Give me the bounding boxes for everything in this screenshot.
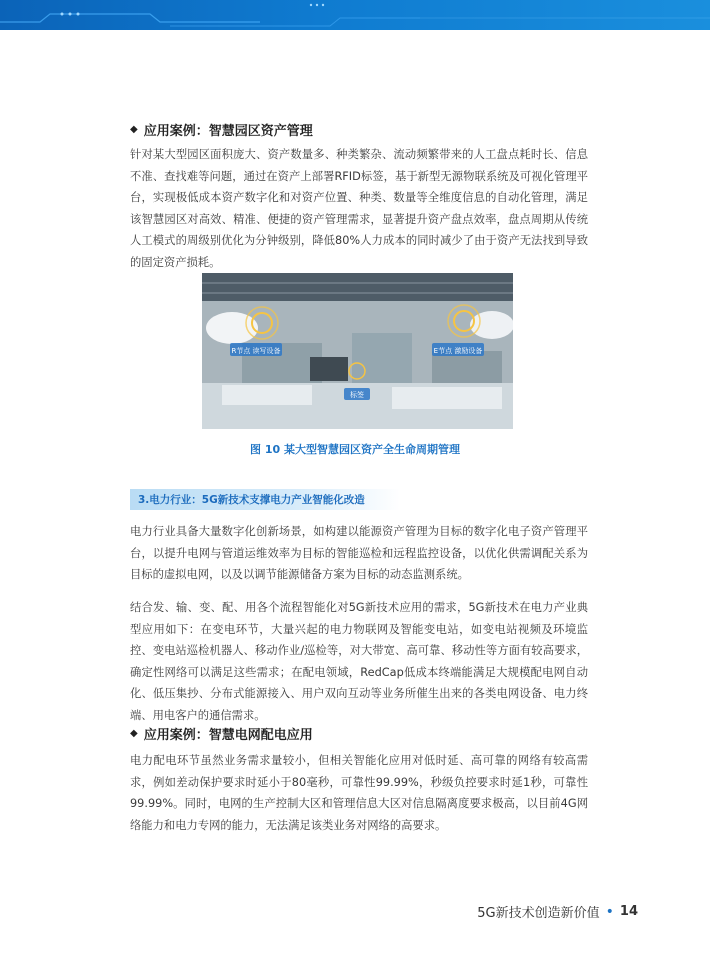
power-applications-paragraph: 结合发、输、变、配、用各个流程智能化对5G新技术应用的需求，5G新技术在电力产业典型应用如下：在变电环节，大量兴起的电力物联网及智能变电站，如变电站视频及环境监控、变电站巡检机器人、移动作业/巡检等，对大带宽、高可靠、移动性等方面有较高要求，确定性网络可以满足这些需求；在配电领域，RedCap低成本终端能满足大规模配电网自动化、低压集抄、分布式能源接入、用户双向互动等业务所催生出来的各类电网设备、电力终端、用电客户的通信需求。	[130, 601, 588, 722]
smart-grid-paragraph: 电力配电环节虽然业务需求量较小，但相关智能化应用对低时延、高可靠的网络有较高需求，例如差动保护要求时延小于80毫秒，可靠性99.99%，秒级负控要求时延1秒，可靠性99.99%。同时，电网的生产控制大区和管理信息大区对信息隔离度要求极高，以目前4G网络能力和电力专网的能力，无法满足该类业务对网络的高要求。	[130, 754, 588, 832]
exciter-node-tag: E节点 激励设备	[433, 347, 483, 355]
figure-caption: 图 10 某大型智慧园区资产全生命周期管理	[250, 443, 460, 456]
page-footer	[477, 902, 638, 921]
diamond-bullet-icon: ◆	[130, 728, 138, 739]
office-illustration	[202, 273, 513, 429]
tag-node-label: 标签	[350, 391, 364, 399]
section-heading-smart-grid	[130, 724, 313, 743]
subsection-title: 3.电力行业：5G新技术支撑电力产业智能化改造	[138, 494, 365, 506]
subsection-title-bar	[130, 489, 400, 510]
asset-management-paragraph: 针对某大型园区面积庞大、资产数量多、种类繁杂、流动频繁带来的人工盘点耗时长、信息不准、查找难等问题，通过在资产上部署RFID标签，基于新型无源物联系统及可视化管理平台，实现极低成本资产数字化和对资产位置、种类、数量等全维度信息的自动化管理，满足该智慧园区对高效、精准、便捷的资产管理需求，显著提升资产盘点效率，盘点周期从传统人工模式的周级别优化为分钟级别，降低80%人力成本的同时减少了由于资产无法找到导致的固定资产损耗。	[130, 148, 588, 269]
section-heading-text: 应用案例：智慧电网配电应用	[143, 728, 313, 743]
circuit-decoration	[0, 0, 710, 30]
top-banner	[0, 0, 710, 30]
section-heading-text: 应用案例：智慧园区资产管理	[143, 124, 313, 139]
power-industry-paragraph: 电力行业具备大量数字化创新场景，如构建以能源资产管理为目标的数字化电子资产管理平台，以提升电网与管道运维效率为目标的智能巡检和远程监控设备，以优化供需调配关系为目标的虚拟电网，以及以调节能源储备方案为目标的动态监测系统。	[130, 525, 588, 581]
reader-node-tag: R节点 读写设备	[231, 347, 281, 355]
section-heading-asset-management	[130, 120, 313, 139]
smart-park-photo	[202, 273, 513, 429]
page-number: 14	[619, 904, 638, 919]
diamond-bullet-icon: ◆	[130, 124, 138, 135]
footer-title: 5G新技术创造新价值	[477, 906, 600, 921]
footer-separator: •	[605, 903, 614, 920]
